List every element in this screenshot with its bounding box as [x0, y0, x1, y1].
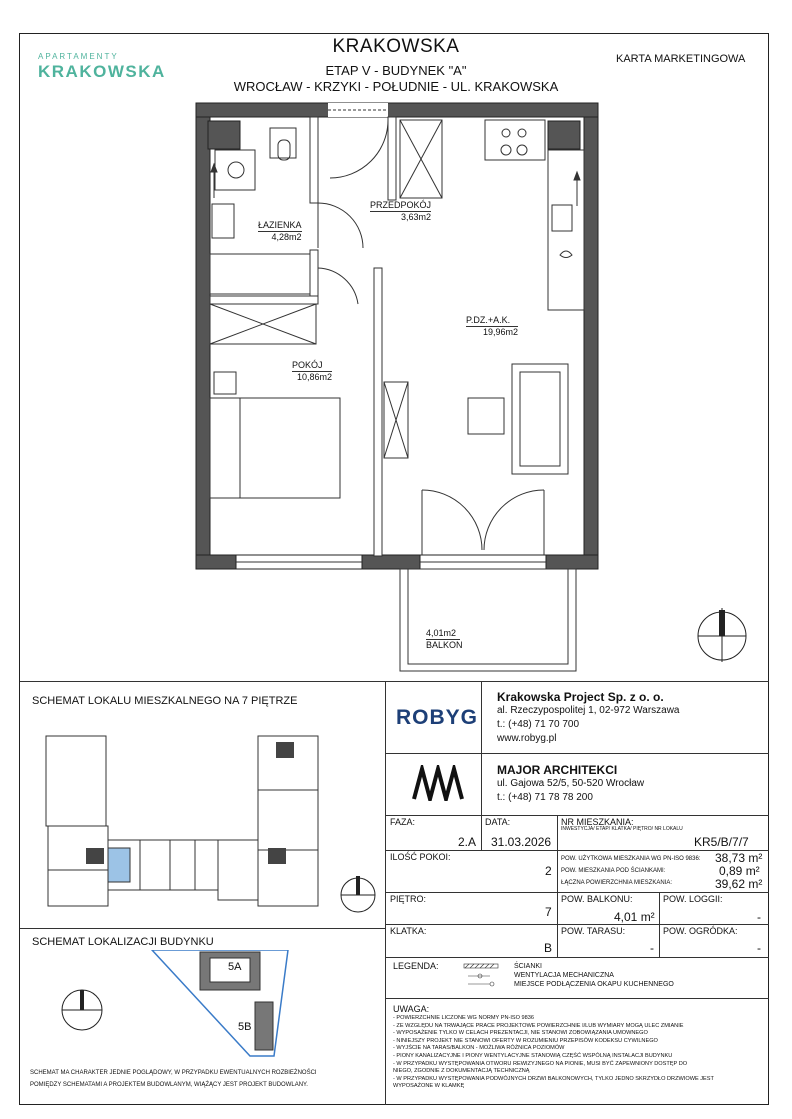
- wall-area-value: 0,89 m²: [719, 864, 760, 878]
- disclaimer-line: SCHEMAT MA CHARAKTER JEDNIE POGLĄDOWY, W PRZYPADKU EWENTUALNYCH ROZBIEŻNOŚCI: [30, 1070, 317, 1076]
- legend-item: ŚCIANKI: [514, 963, 543, 970]
- staircase-value: B: [544, 941, 553, 955]
- note-item: - WYJŚCIE NA TARAS/BALKON - MOŻLIWA RÓŻNICA POZIOMÓW: [393, 1045, 565, 1052]
- data-value: 31.03.2026: [491, 835, 552, 849]
- garden-value: -: [757, 941, 761, 955]
- architect-logo-icon: [412, 765, 464, 801]
- architect-address: ul. Gajowa 52/5, 50-520 Wrocław: [497, 778, 645, 789]
- developer-logo: ROBYG: [396, 706, 479, 729]
- room-name: PRZEDPOKÓJ: [370, 200, 432, 210]
- faza-value: 2.A: [458, 835, 477, 849]
- note-item: - NINIEJSZY PROJEKT NIE STANOWI OFERTY W ROZUMIENIU PRZEPISÓW KODEKSU CYWILNEGO: [393, 1037, 658, 1044]
- document-type: KARTA MARKETINGOWA: [616, 53, 746, 65]
- room-name: ŁAZIENKA: [258, 220, 302, 230]
- room-label-bathroom: [258, 220, 302, 243]
- developer-web: www.robyg.pl: [497, 733, 557, 744]
- balcony-label: POW. BALKONU:: [561, 894, 633, 904]
- notes-title: UWAGA:: [393, 1004, 430, 1014]
- developer-address: al. Rzeczypospolitej 1, 02-972 Warszawa: [497, 705, 680, 716]
- architect-info: [497, 763, 644, 805]
- rooms-label: ILOŚĆ POKOI:: [390, 852, 451, 862]
- disclaimer-line: POMIĘDZY SCHEMATAMI A PROJEKTEM BUDOWLANYM, WIĄŻĄCY JEST PROJEKT BUDOWLANY.: [30, 1082, 308, 1088]
- note-item: - W PRZYPADKU WYSTĘPOWANIA PODWÓJNYCH DRZWI BALKONOWYCH, TYLKO JEDNO SKRZYDŁO DRZWIOWE JEST: [393, 1075, 714, 1082]
- room-name: BALKON: [426, 640, 463, 650]
- usable-area-value: 38,73 m²: [715, 851, 763, 865]
- room-area: 4,01m2: [426, 628, 457, 638]
- legend-symbols: [462, 962, 502, 992]
- logo-wordmark: KRAKOWSKA: [38, 62, 166, 81]
- room-label-hall: [370, 200, 431, 223]
- room-area: 10,86m2: [292, 371, 332, 383]
- project-title: KRAKOWSKA: [332, 36, 460, 57]
- room-area: 19,96m2: [466, 326, 518, 338]
- building-label-b: 5B: [238, 1021, 252, 1033]
- building-scheme: [60, 950, 290, 1060]
- legend-list: [514, 962, 674, 989]
- developer-name: Krakowska Project Sp. z o. o.: [497, 690, 664, 704]
- nr-value: KR5/B/7/7: [694, 835, 749, 849]
- total-area-value: 39,62 m²: [715, 877, 763, 891]
- nr-sublabel: INWESTYCJA/ ETAP/ KLATKA/ PIĘTRO/ NR LOKALU: [561, 826, 683, 832]
- logo-subtitle: APARTAMENTY: [38, 52, 119, 61]
- notes-list: [393, 1015, 765, 1091]
- nr-label: NR MIESZKANIA:: [561, 817, 634, 827]
- legend-item: MIEJSCE PODŁĄCZENIA OKAPU KUCHENNEGO: [514, 981, 674, 988]
- disclaimer: [30, 1067, 317, 1091]
- architect-name: MAJOR ARCHITEKCI: [497, 763, 618, 777]
- room-label-balcony: [426, 628, 463, 651]
- data-label: DATA:: [485, 817, 511, 827]
- staircase-label: KLATKA:: [390, 926, 427, 936]
- note-item: NIEGO, ZGODNIE Z DOKUMENTACJĄ TECHNICZNĄ: [393, 1068, 530, 1075]
- note-item: - POWIERZCHNIE LICZONE WG NORMY PN-ISO 9836: [393, 1015, 535, 1021]
- room-area: 4,28m2: [258, 231, 302, 243]
- room-label-bedroom: [292, 360, 332, 383]
- room-label-living: [466, 315, 518, 338]
- loggia-value: -: [757, 910, 761, 924]
- note-item: - ZE WZGLĘDU NA TRWAJĄCE PRACE PROJEKTOWE POWIERZCHNIE I/LUB WYMIARY MOGĄ ULEC ZMIANIE: [393, 1022, 684, 1029]
- usable-area-label: POW. UŻYTKOWA MIESZKANIA WG PN-ISO 9836:: [561, 856, 701, 862]
- note-item: WYPOSAŻONE W KLAMKĘ: [393, 1083, 465, 1090]
- legend-title: LEGENDA:: [393, 961, 439, 971]
- room-name: P.DZ.+A.K.: [466, 315, 511, 325]
- terrace-label: POW. TARASU:: [561, 926, 626, 936]
- floor-label: PIĘTRO:: [390, 894, 427, 904]
- location: WROCŁAW - KRZYKI - POŁUDNIE - UL. KRAKOWSKA: [233, 79, 559, 94]
- floor-scheme: [40, 730, 340, 920]
- wall-area-label: POW. MIESZKANIA POD ŚCIANKAMI:: [561, 868, 666, 874]
- room-name: POKÓJ: [292, 360, 323, 370]
- rooms-value: 2: [545, 864, 552, 878]
- building-label-a: 5A: [228, 961, 242, 973]
- total-area-label: ŁĄCZNA POWIERZCHNIA MIESZKANIA:: [561, 880, 673, 886]
- note-item: - W PRZYPADKU WYSTĘPOWANIA OTWORU REWIZYJNEGO NA PIONIE, MUSI BYĆ ZAPEWNIONY DOSTĘP DO: [393, 1060, 688, 1067]
- developer-phone: t.: (+48) 71 70 700: [497, 719, 580, 730]
- building-scheme-title: SCHEMAT LOKALIZACJI BUDYNKU: [32, 936, 214, 948]
- legend-item: WENTYLACJA MECHANICZNA: [514, 972, 614, 979]
- architect-phone: t.: (+48) 71 78 78 200: [497, 792, 593, 803]
- garden-label: POW. OGRÓDKA:: [663, 926, 738, 936]
- developer-info: [497, 690, 680, 746]
- terrace-value: -: [650, 941, 654, 955]
- floor-value: 7: [545, 905, 552, 919]
- floor-scheme-title: SCHEMAT LOKALU MIESZKALNEGO NA 7 PIĘTRZE: [32, 695, 298, 707]
- room-area: 3,63m2: [370, 211, 431, 223]
- stage-building: ETAP V - BUDYNEK "A": [325, 63, 467, 78]
- faza-label: FAZA:: [390, 817, 416, 827]
- loggia-label: POW. LOGGII:: [663, 894, 723, 904]
- note-item: - WYPOSAŻENIE TYLKO W CELACH PREZENTACJI, NIE STANOWI ZOBOWIĄZANIA UMOWNEGO: [393, 1030, 648, 1037]
- compass-small: [338, 870, 378, 920]
- note-item: - PIONY KANALIZACYJNE I PIONY WENTYLACYJNE STANOWIĄ CZĘŚĆ WSPÓLNĄ INSTALACJI BUDYNKU: [393, 1052, 673, 1059]
- balcony-value: 4,01 m²: [614, 910, 655, 924]
